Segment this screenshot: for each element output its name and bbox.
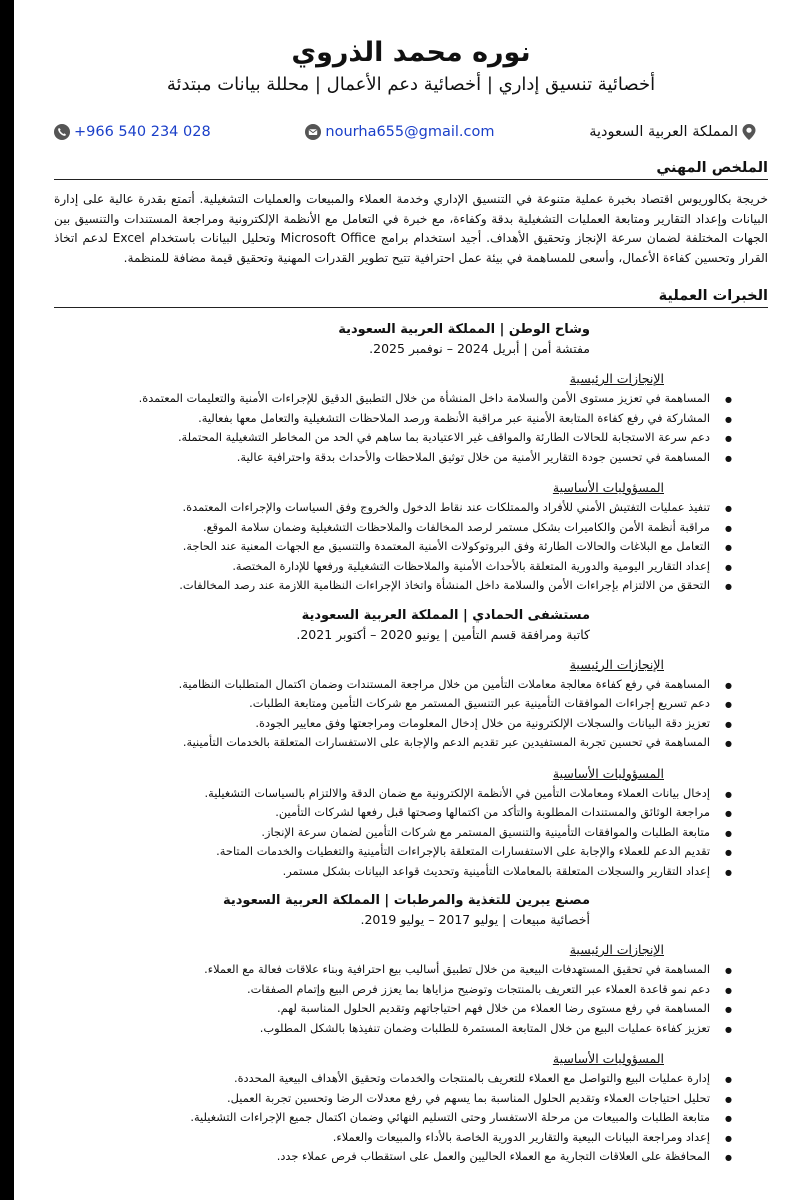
list-item: ● المساهمة في رفع كفاءة معالجة معاملات التأمين من خلال مراجعة المستندات وضمان اكتمال المتطلبات النظامية. [54,675,710,695]
summary-text: خريجة بكالوريوس اقتصاد بخبرة عملية متنوعة في التنسيق الإداري وخدمة العملاء والمبيعات والعمليات التشغيلية. أتمتع بقدرة عالية على إدارة البيانات وإعداد التقارير ومتابعة العمليات التشغيلية بدقة وكفاءة، مع خبرة في التعامل مع الأنظمة الإلكترونية ومراجعة المستندات والتنسيق بين الجهات المختلفة لضمان سرعة الإنجاز وتحقيق الأهداف. أجيد استخدام برامج Microsoft Office وتحليل البيانات باستخدام Excel لدعم اتخاذ القرار وتحسين كفاءة الأعمال، وأسعى للمساهمة في بيئة عمل احترافية تتيح تطوير القدرات المهنية وتحقيق قيمة مضافة للمنظمة. [54,192,768,265]
list-item: ● دعم تسريع إجراءات الموافقات التأمينية عبر التنسيق المستمر مع شركات التأمين ومتابعة الطلبات. [54,694,710,714]
list-item: ● إعداد التقارير والسجلات المتعلقة بالمعاملات التأمينية وتحديث قواعد البيانات بشكل مستمر. [54,862,710,882]
summary-heading: الملخص المهني [54,160,768,180]
achievements-list [54,675,768,753]
list-item: ● المحافظة على العلاقات التجارية مع العملاء الحاليين والعمل على استقطاب فرص عملاء جدد. [54,1147,710,1167]
responsibilities-list [54,1069,768,1167]
contact-location [589,124,756,140]
job-entry [54,891,768,1167]
achievements-heading: الإنجازات الرئيسية [569,371,664,386]
list-item: ● المساهمة في رفع مستوى رضا العملاء من خلال فهم احتياجاتهم وتقديم الحلول المناسبة لهم. [54,999,710,1019]
list-item: ● تقديم الدعم للعملاء والإجابة على الاستفسارات المتعلقة بالإجراءات التأمينية والتغطيات والخدمات المتاحة. [54,842,710,862]
experience-heading: الخبرات العملية [54,288,768,308]
list-item: ● المساهمة في تحقيق المستهدفات البيعية من خلال تطبيق أساليب بيع احترافية وبناء علاقات فعالة مع العملاء. [54,960,710,980]
email-link[interactable]: nourha655@gmail.com [325,124,495,140]
achievements-list [54,960,768,1038]
responsibilities-heading: المسؤوليات الأساسية [552,765,664,781]
list-item: ● مراقبة أنظمة الأمن والكاميرات بشكل مستمر لرصد المخالفات والملاحظات التشغيلية وضمان سلامة الموقع. [54,518,710,538]
list-item: ● إدخال بيانات العملاء ومعاملات التأمين في الأنظمة الإلكترونية مع ضمان الدقة والالتزام بالسياسات التشغيلية. [54,784,710,804]
list-item: ● المساهمة في تحسين تجربة المستفيدين عبر تقديم الدعم والإجابة على الاستفسارات المتعلقة بالخدمات التأمينية. [54,733,710,753]
list-item: ● إدارة عمليات البيع والتواصل مع العملاء للتعريف بالمنتجات والخدمات وتحقيق الأهداف البيعية المحددة. [54,1069,710,1089]
list-item: ● تنفيذ عمليات التفتيش الأمني للأفراد والممتلكات عند نقاط الدخول والخروج وفق السياسات والإجراءات المعتمدة. [54,498,710,518]
list-item: ● مراجعة الوثائق والمستندات المطلوبة والتأكد من اكتمالها وصحتها قبل رفعها لشركات التأمين. [54,803,710,823]
candidate-name: نوره محمد الذروي [291,37,531,68]
list-item: ● دعم سرعة الاستجابة للحالات الطارئة والمواقف غير الاعتيادية بما ساهم في الحد من المخاطر التشغيلية المحتملة. [54,428,710,448]
list-item: ● دعم نمو قاعدة العملاء عبر التعريف بالمنتجات وتوضيح مزاياها بما يعزز فرص البيع وإتمام الصفقات. [54,980,710,1000]
list-item: ● التحقق من الالتزام بإجراءات الأمن والسلامة داخل المنشأة واتخاذ الإجراءات النظامية اللازمة عند رصد المخالفات. [54,576,710,596]
list-item: ● متابعة الطلبات والموافقات التأمينية والتنسيق المستمر مع شركات التأمين لضمان سرعة الإنجاز. [54,823,710,843]
list-item: ● تحليل احتياجات العملاء وتقديم الحلول المناسبة بما يسهم في رفع معدلات الرضا وتحسين تجربة العميل. [54,1089,710,1109]
experience-list [54,320,768,1167]
resume-page [14,0,806,1200]
job-title: مصنع يبرين للتغذية والمرطبات | المملكة العربية السعودية [223,893,590,908]
list-item: ● المساهمة في تحسين جودة التقارير الأمنية من خلال توثيق الملاحظات والأحداث بدقة واحترافية عالية. [54,448,710,468]
list-item: ● إعداد التقارير اليومية والدورية المتعلقة بالأحداث الأمنية والملاحظات التشغيلية ورفعها للإدارة المختصة. [54,557,710,577]
list-item: ● المساهمة في تعزيز مستوى الأمن والسلامة داخل المنشأة من خلال التطبيق الدقيق للإجراءات الأمنية والتعليمات المعتمدة. [54,389,710,409]
responsibilities-list [54,784,768,882]
job-role: أخصائية مبيعات | يوليو 2017 – يوليو 2019. [360,912,590,927]
responsibilities-heading: المسؤوليات الأساسية [552,1051,664,1066]
list-item: ● تعزيز كفاءة عمليات البيع من خلال المتابعة المستمرة للطلبات وضمان تنفيذها بالشكل المطلوب. [54,1019,710,1039]
job-role: كاتبة ومرافقة قسم التأمين | يونيو 2020 – أكتوبر 2021. [296,626,590,642]
job-title: وشاح الوطن | المملكة العربية السعودية [338,322,590,337]
phone-icon [54,124,70,140]
responsibilities-list [54,498,768,596]
email-icon [305,124,321,140]
contact-email[interactable] [305,124,494,140]
job-entry [54,320,768,596]
job-role: مفتشة أمن | أبريل 2024 – نوفمبر 2025. [369,341,590,356]
job-entry [54,606,768,882]
contact-phone[interactable] [54,124,211,140]
list-item: ● المشاركة في رفع كفاءة المتابعة الأمنية عبر مراقبة الأنظمة ورصد الملاحظات التشغيلية والتعامل معها بفعالية. [54,409,710,429]
achievements-list [54,389,768,467]
responsibilities-heading: المسؤوليات الأساسية [552,480,664,495]
location-text: المملكة العربية السعودية [589,124,738,140]
list-item: ● تعزيز دقة البيانات والسجلات الإلكترونية من خلال إدخال المعلومات ومراجعتها وفق معايير الجودة. [54,714,710,734]
achievements-heading: الإنجازات الرئيسية [569,942,664,957]
candidate-tagline: أخصائية تنسيق إداري | أخصائية دعم الأعمال | محللة بيانات مبتدئة [166,74,656,95]
list-item: ● إعداد ومراجعة البيانات البيعية والتقارير الدورية الخاصة بالأداء والمبيعات والعملاء. [54,1128,710,1148]
achievements-heading: الإنجازات الرئيسية [569,656,664,672]
list-item: ● التعامل مع البلاغات والحالات الطارئة وفق البروتوكولات الأمنية المعتمدة والتنسيق مع الجهات المعنية عند الحاجة. [54,537,710,557]
location-icon [742,124,756,140]
contact-bar [54,124,768,140]
job-title: مستشفى الحمادي | المملكة العربية السعودية [301,607,590,623]
list-item: ● متابعة الطلبات والمبيعات من مرحلة الاستفسار وحتى التسليم النهائي وضمان اكتمال جميع الإجراءات التشغيلية. [54,1108,710,1128]
phone-link[interactable]: +966 540 234 028 [74,124,211,140]
